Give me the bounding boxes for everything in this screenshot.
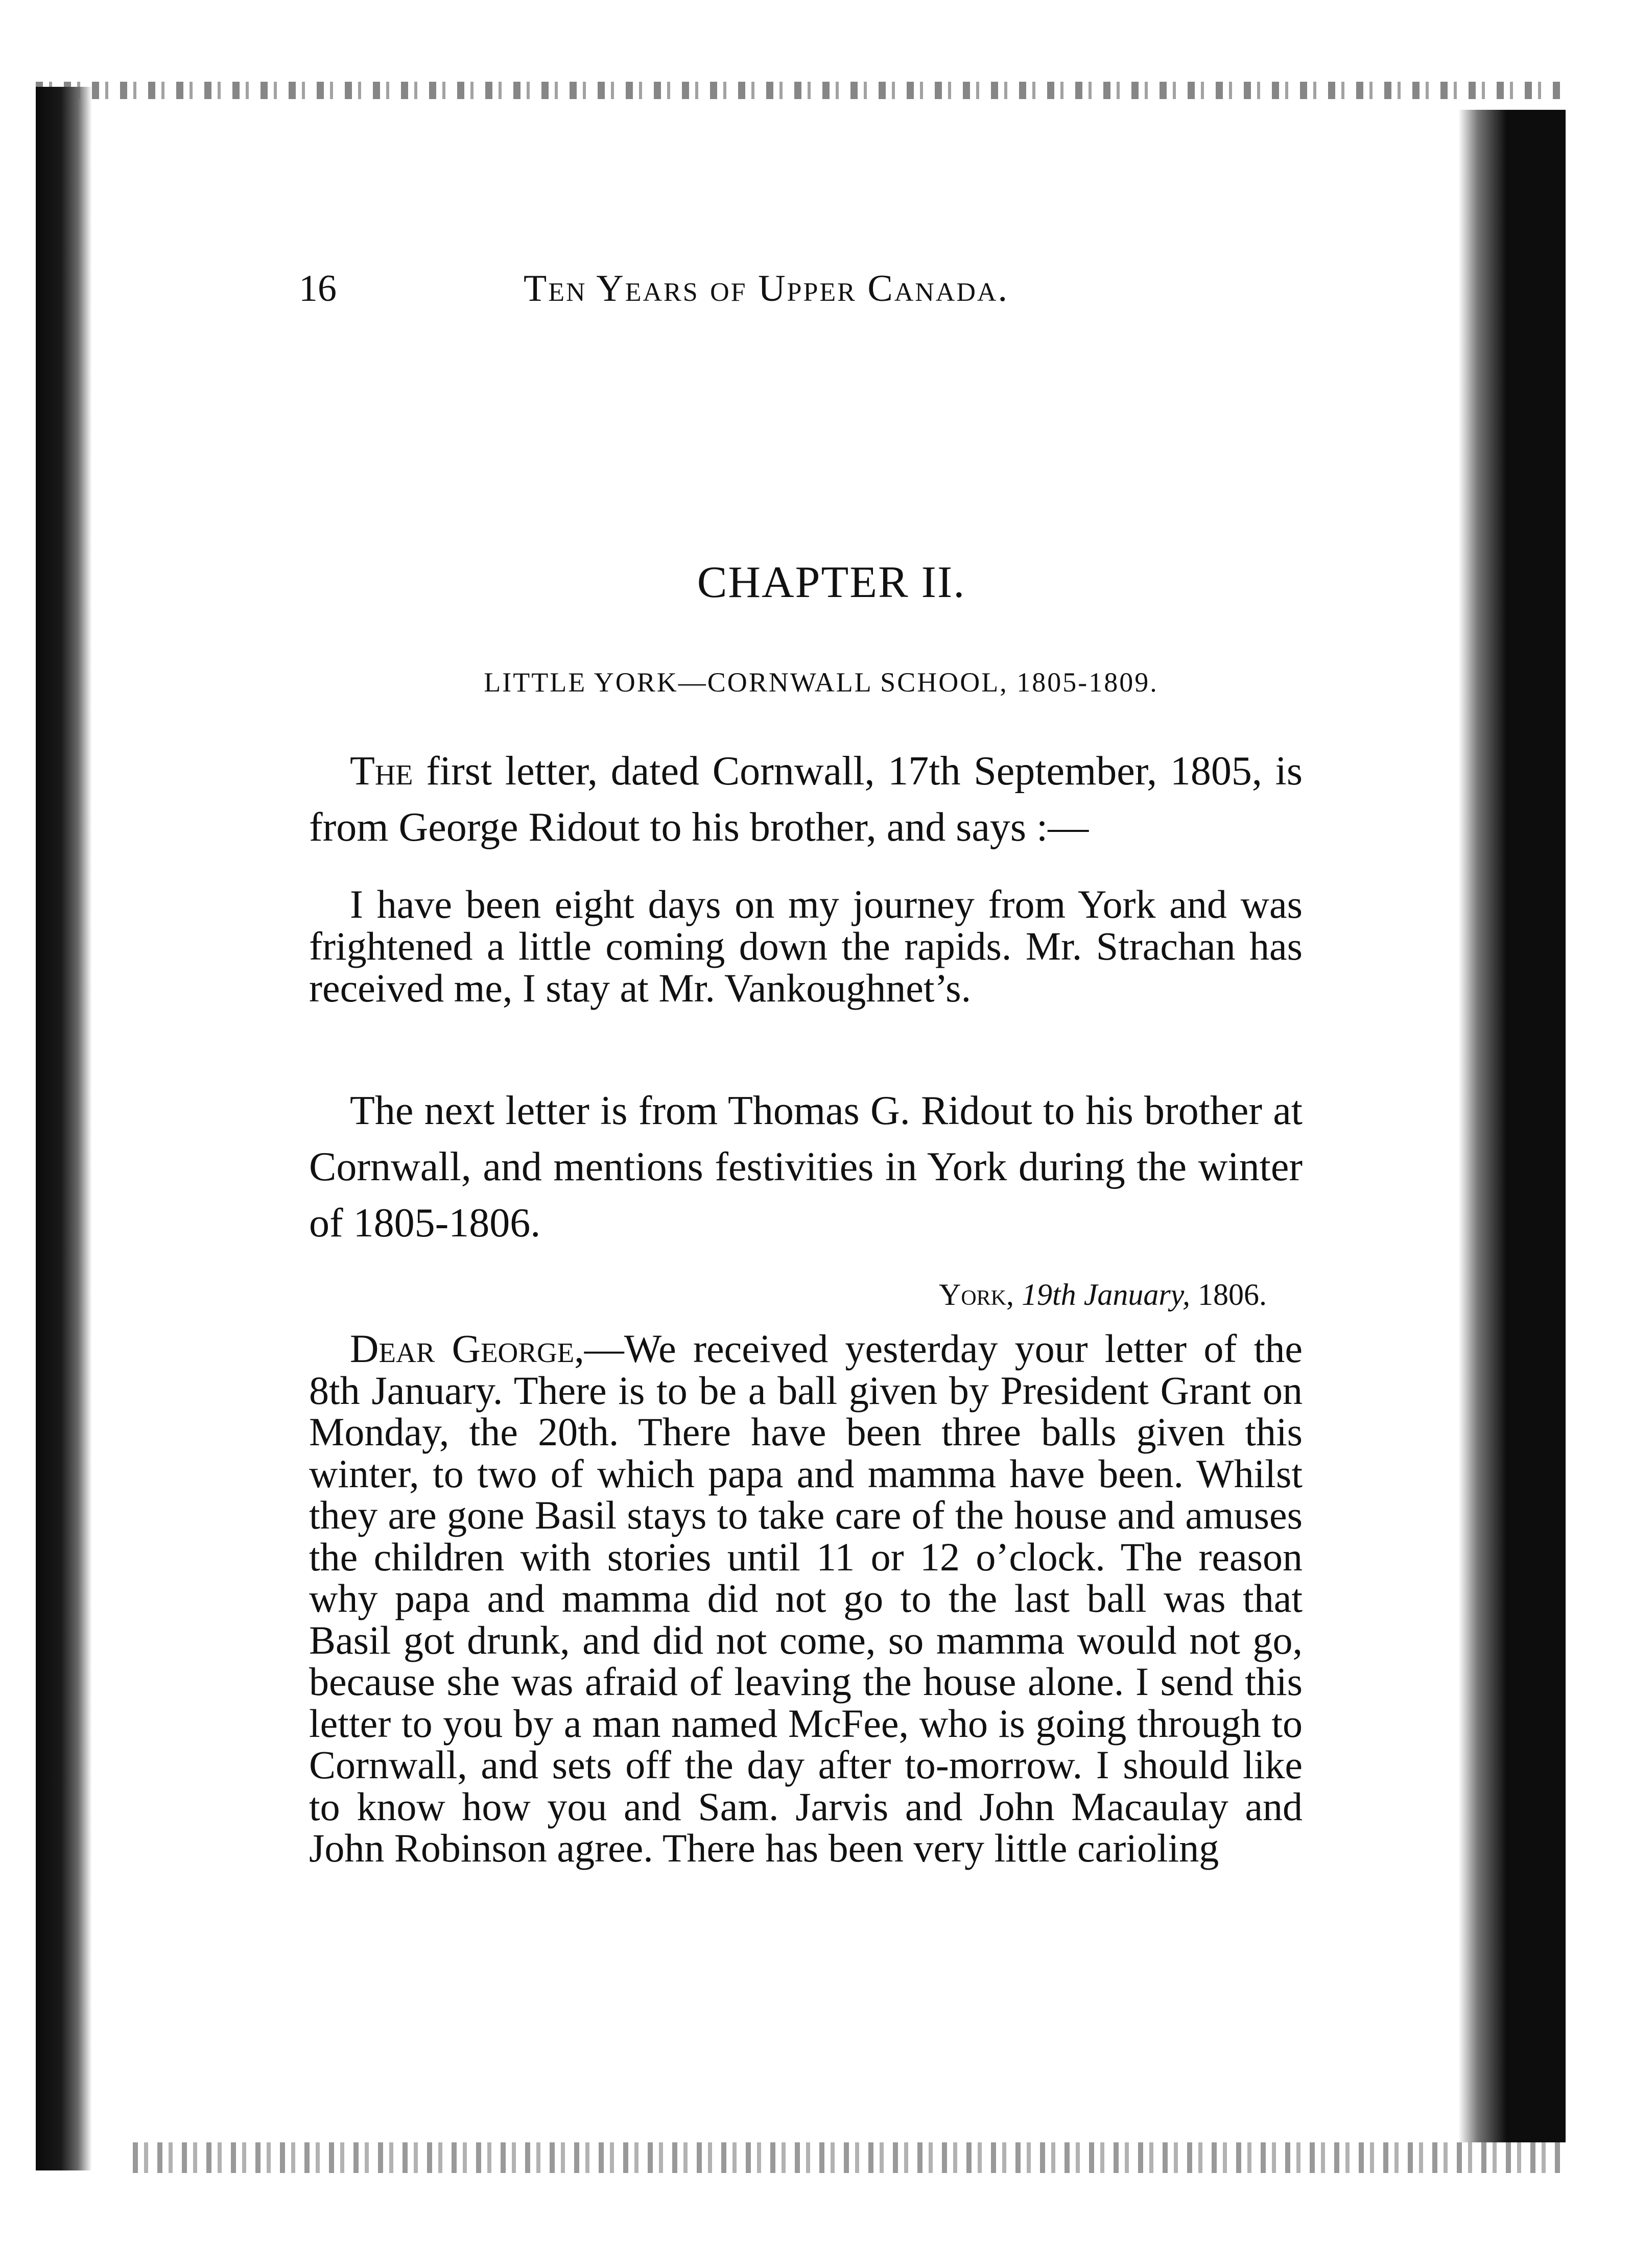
chapter-title: CHAPTER II. xyxy=(697,558,966,607)
chapter-subtitle: LITTLE YORK—CORNWALL SCHOOL, 1805-1809. xyxy=(484,667,1158,698)
paragraph-intro-text: first letter, dated Cornwall, 17th September, 1805, is from George Ridout to his brother, and says :— xyxy=(309,749,1303,850)
paragraph-next-letter: The next letter is from Thomas G. Ridout to his brother at Cornwall, and mentions festivities in York during the winter of 1805-1806. xyxy=(309,1088,1303,1246)
paragraph-intro-lead: The xyxy=(350,749,413,794)
dateline-place: York, xyxy=(939,1278,1014,1311)
letter-text: —We received yesterday your letter of the 8th January. There is to be a ball given by President Grant on Monday, the 20th. There have been three balls given this winter, to two of which papa and mamma have been. Whilst they are gone Basil stays to take care of the house and amuses the children with stories until 11 or 12 o’clock. The reason why papa and mamma did not go to the last ball was that Basil got drunk, and did not come, so mamma would not go, because she was afraid of leaving the house alone. I send this letter to you by a man named McFee, who is going through to Cornwall, and sets off the day after to-morrow. I should like to know how you and Sam. Jarvis and John Macaulay and John Robinson agree. There has been very little carioling xyxy=(309,1326,1303,1870)
running-title: Ten Years of Upper Canada. xyxy=(524,268,1009,309)
dateline-month: January, xyxy=(1083,1278,1190,1311)
dateline-day: 19th xyxy=(1022,1278,1076,1311)
dateline-year: 1806. xyxy=(1198,1278,1267,1311)
running-head xyxy=(299,260,1320,317)
letter-dateline xyxy=(817,1274,1267,1315)
quoted-letter-george: I have been eight days on my journey from York and was frightened a little coming down the rapids. Mr. Strachan has received me, I stay at Mr. Vankoughnet’s. xyxy=(309,882,1303,1010)
paragraph-intro xyxy=(309,743,1303,855)
letter-body xyxy=(309,1328,1303,1869)
page-number: 16 xyxy=(299,268,337,309)
letter-salutation: Dear George, xyxy=(350,1326,584,1371)
